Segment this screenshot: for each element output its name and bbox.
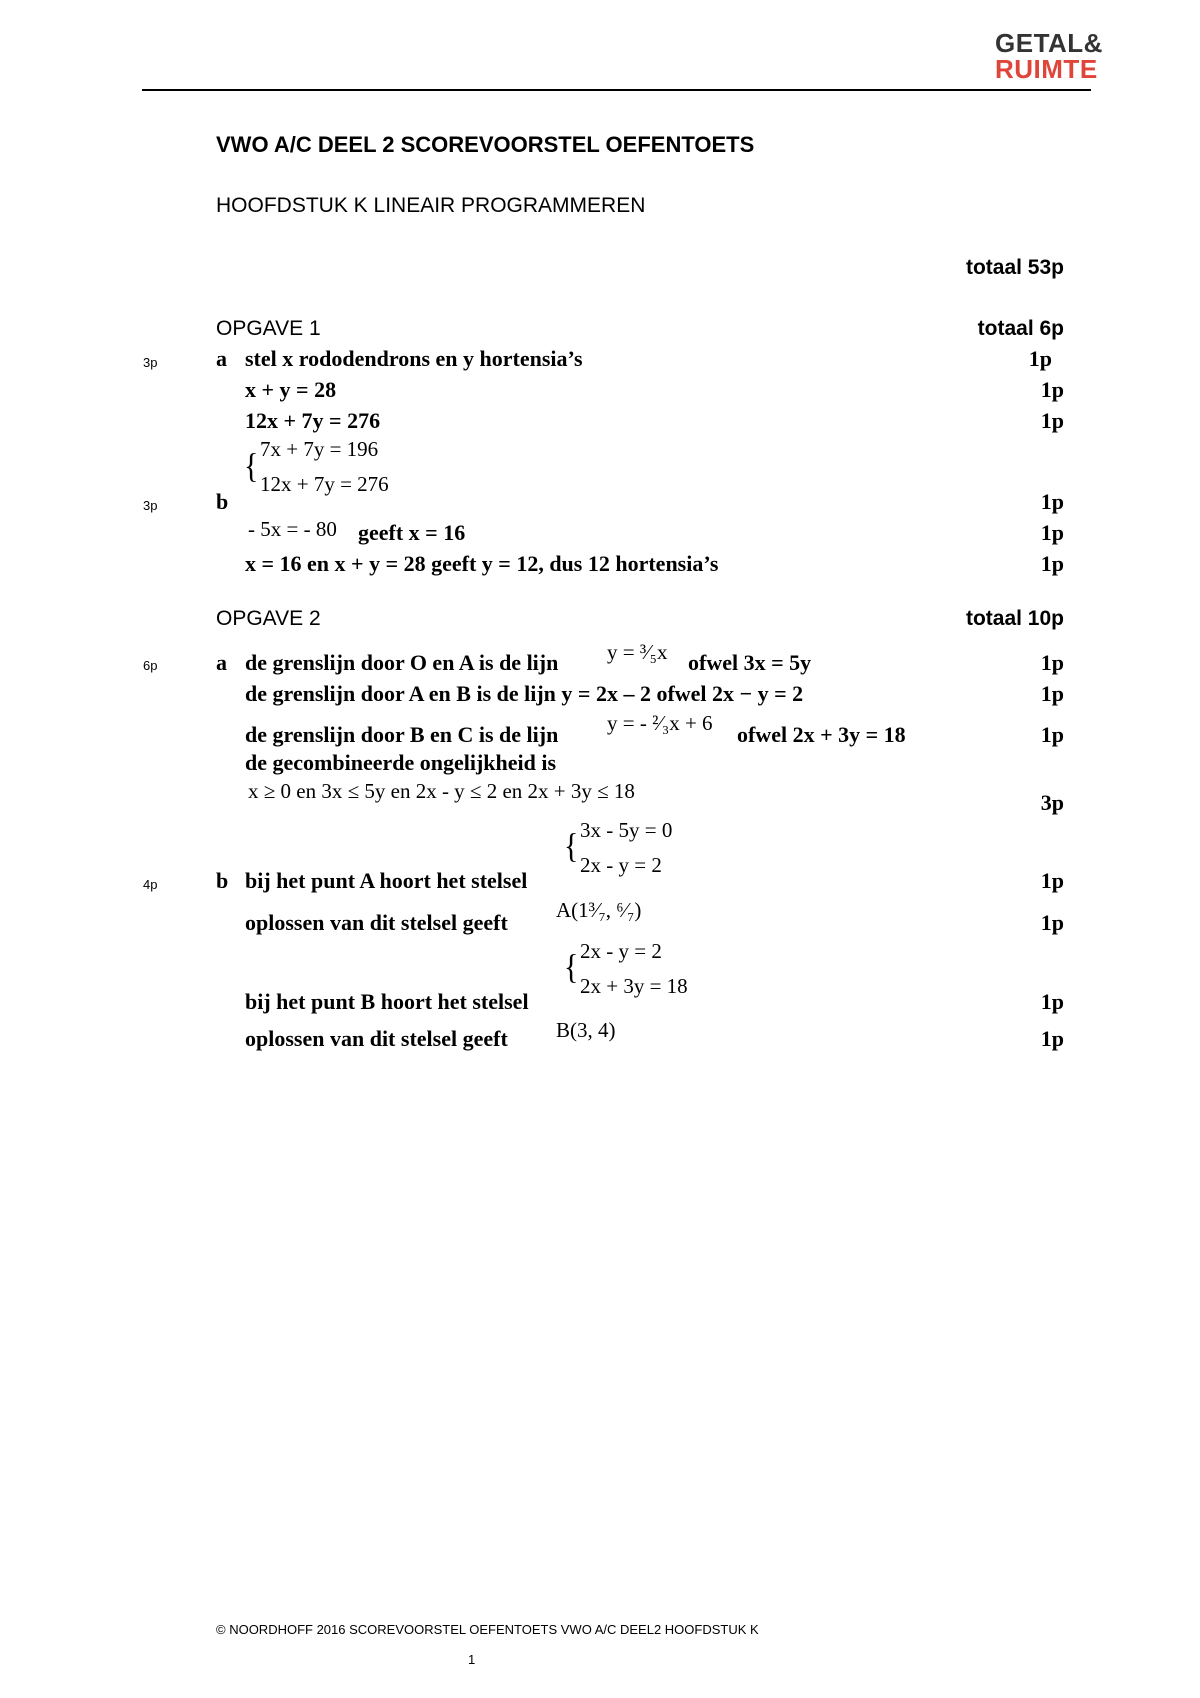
- logo-line-1: GETAL&: [995, 28, 1103, 58]
- opgave-2-heading: OPGAVE 2: [216, 607, 321, 630]
- opgave-1a-line-2: x + y = 28: [245, 377, 337, 402]
- opgave-2-total: totaal 10p: [965, 607, 1064, 630]
- opgave-2b-system-2-brace: {: [564, 948, 579, 987]
- opgave-2a-line-4: de gecombineerde ongelijkheid is: [245, 750, 557, 775]
- opgave-1a-line-2-points: 1p: [1040, 377, 1064, 402]
- opgave-2a-line-2: de grenslijn door A en B is de lijn y = 2x – 2 ofwel 2x − y = 2: [245, 681, 804, 706]
- opgave-1b-line-1-points: 1p: [1040, 520, 1064, 545]
- opgave-1b-system-brace: {: [244, 447, 259, 486]
- footer-copyright: © NOORDHOFF 2016 SCOREVOORSTEL OEFENTOETS VWO A/C DEEL2 HOOFDSTUK K: [216, 1622, 759, 1637]
- opgave-2b-line-1-points: 1p: [1040, 868, 1064, 893]
- opgave-2b-line-4: oplossen van dit stelsel geeft: [245, 1026, 508, 1051]
- opgave-1b-line-1-text: geeft x = 16: [358, 520, 466, 545]
- publisher-logo: [995, 30, 1103, 82]
- chapter-subtitle: HOOFDSTUK K LINEAIR PROGRAMMEREN: [216, 194, 646, 217]
- opgave-2a-line-1-formula: y = ³⁄₅x: [607, 640, 668, 664]
- opgave-1b-system-eq-1: 7x + 7y = 196: [260, 437, 379, 461]
- opgave-2b-line-2-points: 1p: [1040, 910, 1064, 935]
- opgave-1a-line-3-points: 1p: [1040, 408, 1064, 433]
- opgave-1b-line-2-points: 1p: [1040, 551, 1064, 576]
- opgave-2b-line-1: bij het punt A hoort het stelsel: [245, 868, 528, 893]
- opgave-2a-line-1-points: 1p: [1040, 650, 1064, 675]
- grand-total: totaal 53p: [965, 256, 1064, 279]
- opgave-2b-line-3: bij het punt B hoort het stelsel: [245, 989, 529, 1014]
- opgave-1a-line-3: 12x + 7y = 276: [245, 408, 381, 433]
- opgave-2b-letter: b: [216, 868, 229, 893]
- opgave-2a-line-1-pre: de grenslijn door O en A is de lijn: [245, 650, 559, 675]
- opgave-1a-line-1-points: 1p: [1028, 346, 1052, 371]
- opgave-2b-system-2-eq-1: 2x - y = 2: [580, 939, 662, 963]
- page-number: 1: [468, 1652, 476, 1667]
- opgave-2a-line-1-post: ofwel 3x = 5y: [688, 650, 812, 675]
- opgave-1-total: totaal 6p: [977, 317, 1064, 340]
- opgave-1b-points: 3p: [143, 498, 158, 513]
- opgave-1a-points: 3p: [143, 355, 158, 370]
- opgave-2a-line-3-pre: de grenslijn door B en C is de lijn: [245, 722, 559, 747]
- opgave-2b-line-2-formula: A(1³⁄₇, ⁶⁄₇): [556, 898, 642, 922]
- opgave-1b-line-1-math: - 5x = - 80: [248, 517, 337, 541]
- opgave-2b-line-2: oplossen van dit stelsel geeft: [245, 910, 508, 935]
- header-rule: [142, 89, 1091, 91]
- opgave-2a-line-3-points: 1p: [1040, 722, 1064, 747]
- page-title: VWO A/C DEEL 2 SCOREVOORSTEL OEFENTOETS: [216, 132, 755, 157]
- opgave-2a-points: 6p: [143, 658, 158, 673]
- opgave-2b-line-3-points: 1p: [1040, 989, 1064, 1014]
- opgave-2a-letter: a: [216, 650, 227, 675]
- opgave-2a-line-2-points: 1p: [1040, 681, 1064, 706]
- opgave-1-heading: OPGAVE 1: [216, 317, 321, 340]
- opgave-1b-letter: b: [216, 489, 229, 514]
- opgave-1a-letter: a: [216, 346, 227, 371]
- opgave-2a-line-5: x ≥ 0 en 3x ≤ 5y en 2x - y ≤ 2 en 2x + 3y ≤ 18: [248, 779, 635, 803]
- opgave-1a-line-1: stel x rododendrons en y hortensia’s: [245, 346, 583, 371]
- opgave-1b-system-points: 1p: [1040, 489, 1064, 514]
- opgave-2b-line-4-points: 1p: [1040, 1026, 1064, 1051]
- opgave-2b-system-1-eq-2: 2x - y = 2: [580, 853, 662, 877]
- opgave-2a-line-5-points: 3p: [1040, 790, 1064, 815]
- opgave-2b-points: 4p: [143, 877, 158, 892]
- opgave-1b-line-2: x = 16 en x + y = 28 geeft y = 12, dus 12 hortensia’s: [245, 551, 719, 576]
- opgave-2b-line-4-formula: B(3, 4): [556, 1018, 616, 1042]
- opgave-1b-system-eq-2: 12x + 7y = 276: [260, 472, 389, 496]
- opgave-2b-system-2-eq-2: 2x + 3y = 18: [580, 974, 688, 998]
- opgave-2b-system-1-brace: {: [564, 827, 579, 866]
- opgave-2a-line-3-post: ofwel 2x + 3y = 18: [737, 722, 906, 747]
- opgave-2b-system-1-eq-1: 3x - 5y = 0: [580, 818, 673, 842]
- logo-line-2: RUIMTE: [995, 54, 1098, 84]
- opgave-2a-line-3-formula: y = - ²⁄₃x + 6: [607, 711, 713, 735]
